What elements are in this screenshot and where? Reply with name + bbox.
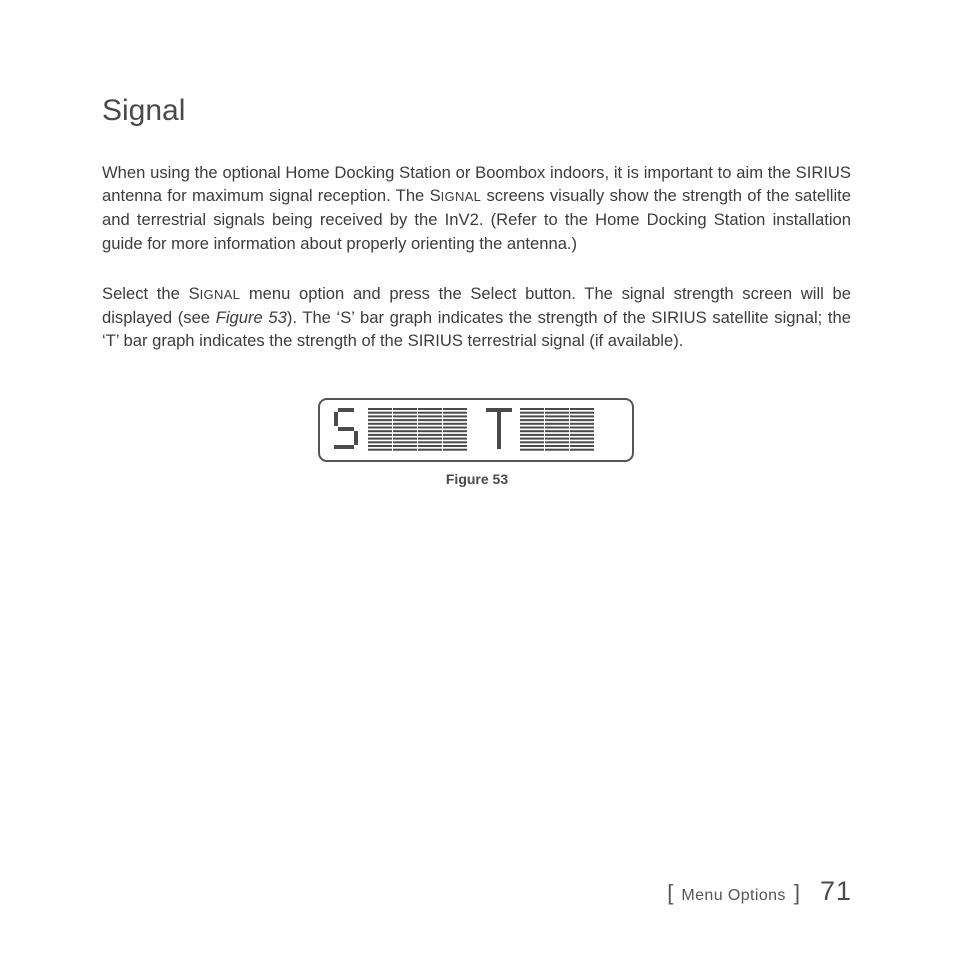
s-glyph-segment	[334, 445, 354, 449]
s-bar-segment	[393, 408, 417, 410]
t-bar-segment	[545, 423, 569, 425]
t-bar-segment	[520, 445, 544, 447]
t-bar-segment	[520, 441, 544, 443]
t-bar-segment	[545, 430, 569, 432]
figure-reference: Figure 53	[215, 308, 287, 328]
t-bar-segment	[570, 408, 594, 410]
t-bar-segment	[570, 438, 594, 440]
para1-text-a: When using the optional Home Docking Station or Boombox indoors, it is important to aim the SIRIUS antenna for maximum signal reception. The S	[102, 163, 851, 206]
t-bar-segment	[520, 415, 544, 417]
s-bar-segment	[393, 449, 417, 451]
s-bar-segment	[443, 434, 467, 436]
s-bar-segment	[393, 427, 417, 429]
t-bar-segment	[570, 419, 594, 421]
para2-text-c: menu option and press the Select button. The signal strength screen will be displayed (see	[102, 284, 851, 328]
para2-text-a: Select the S	[102, 284, 200, 303]
page-title: Signal	[102, 94, 186, 127]
s-bar-segment	[368, 419, 392, 421]
t-bar-segment	[520, 423, 544, 425]
s-bar-segment	[418, 438, 442, 440]
signal-lcd-display	[320, 400, 636, 464]
t-bar-segment	[545, 449, 569, 451]
s-bar-segment	[443, 441, 467, 443]
t-bar-segment	[545, 415, 569, 417]
s-glyph-segment	[338, 408, 354, 412]
s-bar-segment	[418, 445, 442, 447]
s-bar-segment	[443, 438, 467, 440]
s-bar-segment	[368, 445, 392, 447]
t-bar-segment	[570, 412, 594, 414]
s-bar-segment	[418, 449, 442, 451]
s-bar-segment	[393, 412, 417, 414]
s-bar-segment	[443, 449, 467, 451]
s-bar-segment	[393, 438, 417, 440]
t-bar-segment	[545, 408, 569, 410]
s-bar-segment	[368, 423, 392, 425]
s-bar-segment	[443, 423, 467, 425]
s-bar-segment	[418, 423, 442, 425]
s-bar-segment	[393, 434, 417, 436]
s-bar-segment	[418, 415, 442, 417]
footer-bracket-close: ]	[793, 880, 800, 905]
s-bar-segment	[418, 430, 442, 432]
s-bar-segment	[443, 419, 467, 421]
para2-smallcaps: IGNAL	[199, 287, 241, 302]
s-bar-segment	[368, 434, 392, 436]
s-bar-segment	[368, 415, 392, 417]
s-bar-segment	[393, 423, 417, 425]
s-bar-segment	[443, 427, 467, 429]
s-glyph-segment	[354, 431, 358, 445]
t-bar-segment	[520, 449, 544, 451]
t-bar-segment	[545, 427, 569, 429]
s-bar-segment	[393, 430, 417, 432]
t-bar-segment	[570, 427, 594, 429]
t-bar-segment	[570, 430, 594, 432]
s-glyph-segment	[338, 427, 354, 431]
para1-text-c: screens visually show the strength of the satellite and terrestrial signals being received by the InV2. (Refer to the Home Docking Station installation guide for more information about properly orienting the antenna.)	[102, 186, 851, 253]
t-bar-segment	[520, 427, 544, 429]
t-bar-segment	[570, 415, 594, 417]
t-bar-segment	[520, 438, 544, 440]
footer-bracket-open: [	[667, 880, 674, 905]
t-label-glyph	[486, 408, 512, 449]
t-bar-segment	[570, 449, 594, 451]
s-label-glyph	[334, 408, 358, 449]
s-glyph-segment	[334, 412, 338, 426]
s-bar-segment	[368, 441, 392, 443]
t-bar-segment	[545, 412, 569, 414]
s-bar-segment	[393, 419, 417, 421]
s-bar-segment	[418, 427, 442, 429]
s-bar-segment	[443, 415, 467, 417]
t-bar-segment	[570, 434, 594, 436]
t-bar-segment	[570, 423, 594, 425]
s-bar-segment	[443, 445, 467, 447]
instruction-paragraph	[102, 282, 851, 353]
t-bar-segment	[545, 434, 569, 436]
t-bar-segment	[520, 408, 544, 410]
t-bar-segment	[545, 441, 569, 443]
t-bar-segment	[520, 419, 544, 421]
s-bar-segment	[443, 430, 467, 432]
s-bar-segment	[393, 445, 417, 447]
t-bar-segment	[520, 434, 544, 436]
s-bar-segment	[418, 434, 442, 436]
t-bar-segment	[520, 430, 544, 432]
s-bar-segment	[368, 427, 392, 429]
t-glyph-segment	[497, 412, 501, 449]
t-bar-segment	[545, 438, 569, 440]
t-bar-segment	[545, 419, 569, 421]
s-bar-segment	[368, 412, 392, 414]
s-bar-segment	[368, 408, 392, 410]
s-bar-segment	[368, 438, 392, 440]
figure-caption: Figure 53	[445, 471, 509, 487]
page-number: 71	[819, 876, 852, 906]
s-bar-segment	[368, 430, 392, 432]
s-bar-segment	[418, 419, 442, 421]
t-bar-segment	[520, 412, 544, 414]
t-bar-segment	[570, 445, 594, 447]
para1-smallcaps: IGNAL	[440, 189, 482, 205]
s-bar-segment	[393, 441, 417, 443]
page-footer	[667, 876, 852, 907]
s-bar-segment	[418, 412, 442, 414]
s-bar-segment	[443, 412, 467, 414]
t-bar-segment	[545, 445, 569, 447]
signal-lcd-figure	[318, 398, 634, 462]
footer-section-name: Menu Options	[681, 887, 786, 904]
intro-paragraph	[102, 161, 851, 255]
t-glyph-segment	[486, 408, 512, 412]
s-bar-segment	[418, 408, 442, 410]
para2-text-e: ). The ‘S’ bar graph indicates the strength of the SIRIUS satellite signal; the ‘T’ bar graph indicates the strength of the SIRIUS terrestrial signal (if available).	[102, 308, 851, 351]
s-bar-segment	[443, 408, 467, 410]
s-bar-segment	[418, 441, 442, 443]
s-bar-segment	[368, 449, 392, 451]
t-bar-segment	[570, 441, 594, 443]
s-bar-segment	[393, 415, 417, 417]
